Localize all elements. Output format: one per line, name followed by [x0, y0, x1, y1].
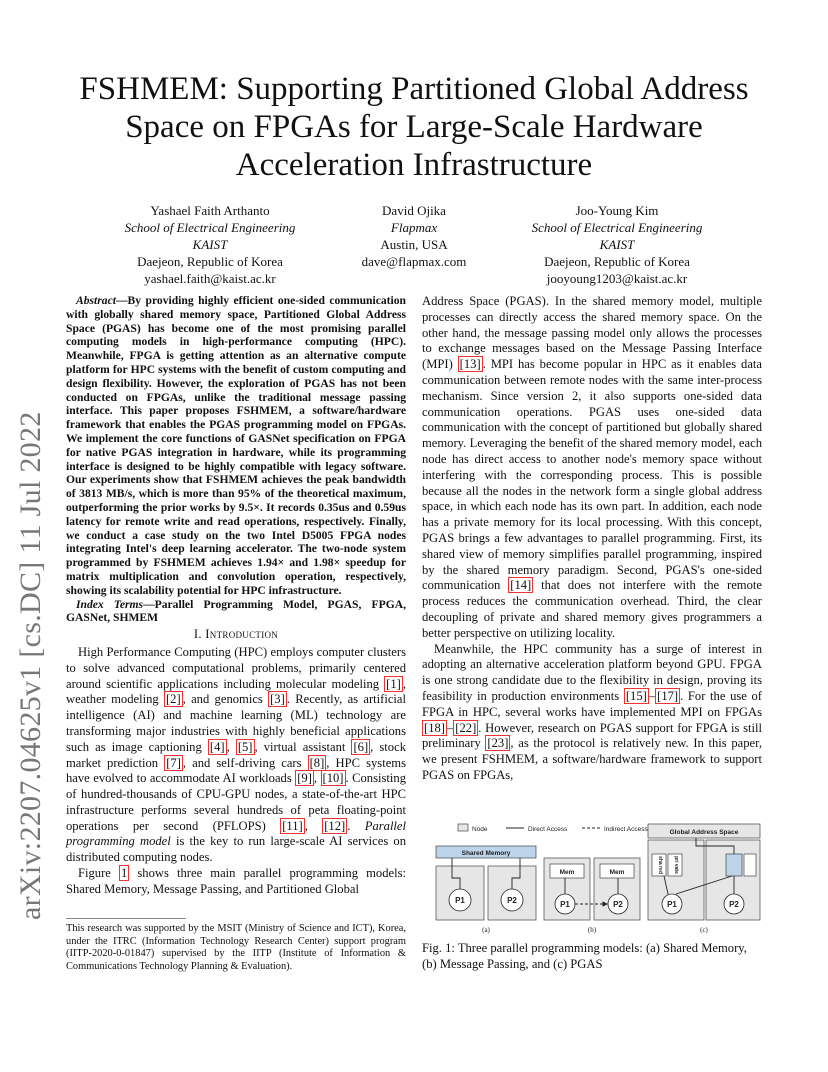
abstract-text: By providing highly efficient one-sided communication with globally shared memory space, Partitioned Global Address Space (PGAS) has become one of the most promising parallel computing models in high-performance computing (HPC). Meanwhile, FPGA is getting attention as an alternative compute platform for HPC systems with the benefit of custom computing and design flexibility. However, the exploration of PGAS has not been conducted on FPGAs, unlike the traditional message passing interface. This paper proposes FSHMEM, a software/hardware framework that enables the PGAS programming model on FPGAs. We implement the core functions of GASNet specification on FPGA for native PGAS integration in hardware, while its programming interface is designed to be highly compatible with legacy software. Our experiments show that FSHMEM achieves the peak bandwidth of 3813 MB/s, which is more than 95% of the theoretical maximum, outperforming the prior works by 9.5×. It records 0.35us and 0.59us latency for remote write and read operations, respectively. Finally, we conduct a case study on the two Intel D5005 FPGA nodes integrating Intel's deep learning accelerator. The two-node system programmed by FSHMEM achieves 1.94× and 1.98× speedup for matrix multiplication and convolution operation, respectively, showing its scalability potential for HPC infrastructure.	[66, 294, 406, 597]
shared-memory-label: Shared Memory	[461, 850, 511, 857]
text-span: .	[347, 818, 365, 833]
intro-paragraph-1	[66, 645, 406, 866]
text-span: , stock market prediction	[66, 739, 406, 770]
author-name: Joo-Young Kim	[575, 203, 659, 218]
author-email: yashael.faith@kaist.ac.kr	[144, 271, 276, 286]
author-affiliation: School of Electrical Engineering	[124, 220, 296, 235]
footnote-divider	[66, 918, 186, 919]
process-label: P2	[507, 896, 517, 905]
text-span: is the key to run large-scale AI services on distributed computing nodes.	[66, 834, 406, 865]
citation-link[interactable]: [15]	[625, 688, 647, 703]
citation-link[interactable]: [7]	[166, 755, 181, 770]
text-span: , and genomics	[182, 692, 269, 707]
memory-label: Mem	[609, 869, 625, 876]
text-span: ,	[304, 818, 323, 833]
text-span: . MPI has become popular in HPC as it enables data communication between remote nodes with the same inter-process mechanism. Since version 2, it also supports one-sided data communication operations. PGAS uses one-sided data communication with the concept of partitioned but globally shared memory. Leveraging the benefit of the shared memory model, each node has direct access to another node's memory space without interfering with the corresponding process. This is possible because all the nodes in the network form a single global address space, in which each node has its own part. In addition, each node has a private memory for its local processing. With this concept, PGAS brings a few advantages to parallel programming. First, its shared view of memory simplifies parallel programming, inspired by the shared memory paradigm. Second, PGAS's one-sided communication	[422, 357, 762, 593]
text-span: . Recently, as artificial intelligence (AI) and machine learning (ML) technology are transforming major industries with highly beneficial applications such as image captioning	[66, 692, 407, 754]
citation-link[interactable]: [14]	[510, 578, 532, 593]
author-block-3	[512, 202, 722, 287]
text-span: that does not interfere with the remote process reduces the communication overhead. Third, the clear decoupling of private and shared memory gives programmers a better perspective on utilizing locality.	[422, 578, 762, 640]
author-location: Daejeon, Republic of Korea	[137, 254, 283, 269]
arxiv-identifier: arXiv:2207.04625v1 [cs.DC] 11 Jul 2022	[14, 411, 47, 920]
text-span: –	[648, 688, 656, 703]
author-name: David Ojika	[382, 203, 446, 218]
citation-link[interactable]: [10]	[322, 771, 344, 786]
author-location: Daejeon, Republic of Korea	[544, 254, 690, 269]
shared-partition	[726, 854, 742, 876]
citation-link[interactable]: [23]	[487, 736, 509, 751]
right-column	[422, 294, 762, 784]
figure-link[interactable]: 1	[121, 866, 128, 881]
intro-paragraph-2	[66, 866, 406, 898]
citation-link[interactable]: [5]	[237, 739, 253, 754]
author-email: dave@flapmax.com	[361, 254, 467, 269]
process-label: P1	[560, 900, 570, 909]
text-span: , as the protocol is relatively new. In this paper, we present FSHMEM, a software/hardware framework to support PGAS on FPGAs,	[422, 736, 762, 782]
private-partition	[744, 854, 756, 876]
figure-1	[432, 820, 762, 938]
text-span: ,	[226, 739, 236, 754]
process-label: P2	[729, 900, 739, 909]
text-span: shows three main parallel programming models: Shared Memory, Message Passing, and Partitioned Global	[66, 866, 407, 896]
right-paragraph-1	[422, 294, 762, 642]
index-terms-lead: Index Terms	[76, 597, 144, 611]
shared-partition-label: sha red	[657, 856, 663, 874]
index-terms: Index Terms—Parallel Programming Model, PGAS, FPGA, GASNet, SHMEM	[66, 597, 406, 625]
private-partition-label: pri vate	[673, 856, 679, 874]
author-email: jooyoung1203@kaist.ac.kr	[546, 271, 688, 286]
citation-link[interactable]: [18]	[424, 720, 445, 735]
legend-direct-label: Direct Access	[528, 826, 568, 833]
index-terms-text: Parallel Programming Model, PGAS, FPGA, GASNet, SHMEM	[66, 597, 406, 625]
citation-link[interactable]: [3]	[270, 692, 285, 707]
author-org: KAIST	[192, 237, 228, 252]
text-span: –	[446, 720, 454, 735]
citation-link[interactable]: [9]	[297, 771, 312, 786]
citation-link[interactable]: [13]	[459, 357, 481, 372]
text-span: ,	[313, 771, 321, 786]
text-span: , virtual assistant	[254, 739, 352, 754]
text-span: High Performance Computing (HPC) employs computer clusters to solve advanced computational problems, primarily centered around scientific applications including molecular modeling	[66, 644, 406, 691]
footnote: This research was supported by the MSIT (Ministry of Science and ICT), Korea, under the ITRC (Information Technology Research Center) support program (IITP-2020-0-01847) supervised by the IITP (Institute of Information & Communications Technology Planning & Evaluation).	[66, 923, 406, 972]
legend-indirect-label: Indirect Access	[604, 826, 648, 833]
process-label: P1	[455, 896, 465, 905]
left-column	[66, 294, 406, 898]
author-name: Yashael Faith Arthanto	[150, 203, 270, 218]
legend-node-swatch	[458, 824, 468, 831]
abstract-lead: Abstract	[76, 294, 116, 307]
text-span: Address Space (PGAS). In the shared memory model, multiple processes can directly access the shared memory space. On the other hand, the message passing model only allows the processes to exchange messages based on the Message Passing Interface (MPI)	[422, 294, 762, 372]
text-span: Meanwhile, the HPC community has a surge of interest in adopting an alternative acceleration platform beyond GPU. FPGA is one strong candidate due to the flexibility in design, proving its feasibility in production environments	[422, 641, 762, 703]
right-paragraph-2	[422, 642, 762, 784]
text-span: , HPC systems have evolved to accommodate AI workloads	[66, 755, 406, 786]
section-heading: I. Introduction	[193, 627, 279, 642]
text-span: , weather modeling	[66, 676, 406, 707]
citation-link[interactable]: [4]	[209, 739, 225, 754]
paper-title: FSHMEM: Supporting Partitioned Global Address Space on FPGAs for Large-Scale Hardware Acceleration Infrastructure	[79, 71, 749, 183]
text-span: Figure	[78, 866, 119, 881]
subfigure-label: (b)	[587, 926, 597, 934]
figure-diagram	[432, 820, 762, 938]
citation-link[interactable]: [22]	[455, 720, 477, 735]
process-label: P1	[667, 900, 677, 909]
citation-link[interactable]: [11]	[282, 818, 303, 833]
gas-label: Global Address Space	[669, 829, 739, 836]
legend-node-label: Node	[472, 826, 488, 833]
memory-label: Mem	[559, 869, 575, 876]
author-location: Austin, USA	[380, 237, 448, 252]
subfigure-label: (a)	[482, 926, 490, 934]
citation-link[interactable]: [2]	[165, 692, 181, 707]
abstract: Abstract—By providing highly efficient one-sided communication with globally shared memory space, Partitioned Global Address Space (PGAS) has become one of the most promising parallel computing models in high-performance computing (HPC). Meanwhile, FPGA is getting attention as an alternative compute platform for HPC systems with the benefit of custom computing and design flexibility. However, the exploration of PGAS has not been conducted on FPGAs, unlike the traditional message passing interface. This paper proposes FSHMEM, a software/hardware framework that enables the PGAS programming model on FPGAs. We implement the core functions of GASNet specification on FPGA for native PGAS integration in hardware, while its programming interface is designed to be highly compatible with legacy software. Our experiments show that FSHMEM achieves the peak bandwidth of 3813 MB/s, which is more than 95% of the theoretical maximum, outperforming the prior works by 9.5×. It records 0.35us and 0.59us latency for remote write and read operations, respectively. Finally, we conduct a case study on the two Intel D5005 FPGA nodes integrating Intel's deep learning accelerator. The two-node system programmed by FSHMEM achieves 1.94× and 1.98× speedup for matrix multiplication and convolution operation, respectively, showing its scalability potential for HPC infrastructure.	[66, 294, 406, 597]
author-block-1	[110, 202, 310, 287]
author-org: KAIST	[599, 237, 635, 252]
text-span: , and self-driving cars	[182, 755, 308, 770]
text-span: . For the use of FPGA in HPC, several works have implemented MPI on FPGAs	[422, 688, 763, 719]
emphasis-text: Parallel programming model	[66, 818, 407, 849]
citation-link[interactable]: [6]	[353, 739, 369, 754]
author-block-2	[344, 202, 484, 270]
citation-link[interactable]: [17]	[657, 688, 679, 703]
author-affiliation: School of Electrical Engineering	[531, 220, 703, 235]
author-affiliation: Flapmax	[390, 220, 438, 235]
text-span: . Consisting of hundred-thousands of CPU-GPU nodes, a state-of-the-art HPC infrastructure performs several hundreds of peta floating-point operations per second (PFLOPS)	[66, 771, 406, 833]
citation-link[interactable]: [1]	[386, 676, 401, 691]
citation-link[interactable]: [8]	[309, 755, 325, 770]
text-span: . However, research on PGAS support for FPGA is still preliminary	[422, 720, 762, 751]
process-label: P2	[613, 900, 623, 909]
subfigure-label: (c)	[700, 926, 708, 934]
citation-link[interactable]: [12]	[324, 818, 346, 833]
figure-caption: Fig. 1: Three parallel programming models: (a) Shared Memory, (b) Message Passing, and (c) PGAS	[422, 941, 747, 971]
